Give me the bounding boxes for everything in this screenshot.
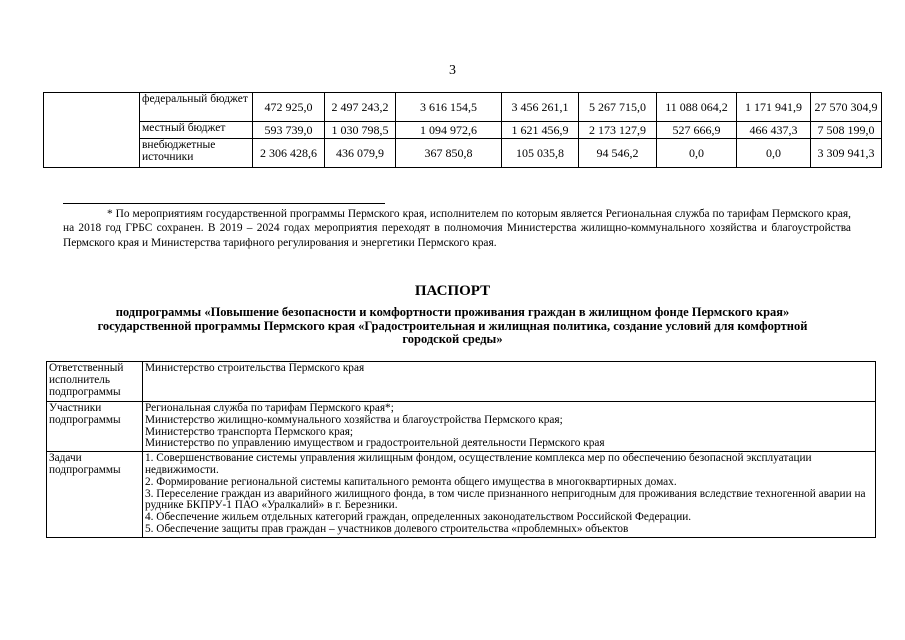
table-row [47, 402, 876, 452]
footnote-separator [63, 203, 385, 204]
content-line: Министерство по управлению имуществом и градостроительной деятельности Пермского края [145, 437, 605, 450]
table-cell: 527 666,9 [657, 122, 737, 139]
table-cell: 3 456 261,1 [502, 93, 579, 122]
row-label: Задачи подпрограммы [47, 452, 143, 538]
row-content [143, 452, 876, 538]
row-label: федеральный бюджет [140, 93, 253, 122]
content-line: 1. Совершенствование системы управления жилищным фондом, осуществление комплекса мер по обеспечению безопасной эксплуатации недвижимости. [145, 452, 812, 476]
empty-cell [44, 93, 140, 168]
table-cell: 466 437,3 [737, 122, 811, 139]
table-cell: 105 035,8 [502, 139, 579, 168]
content-line: 5. Обеспечение защиты прав граждан – участников долевого строительства «проблемных» объектов [145, 522, 629, 535]
passport-subtitle: подпрограммы «Повышение безопасности и комфортности проживания граждан в жилищном фонде Пермского края» государственной программы Пермского края «Градостроительная и жилищная политика, создание условий для комфортной городской среды» [97, 305, 808, 346]
table-cell: 2 173 127,9 [579, 122, 657, 139]
table-cell: 1 171 941,9 [737, 93, 811, 122]
footnote: * По мероприятиям государственной программы Пермского края, исполнителем по которым является Региональная служба по тарифам Пермского края, на 2018 год ГРБС сохранен. В 2019 – 2024 годах мероприятия переходят в полномочия Министерства жилищно-коммунального хозяйства и благоустройства Пермского края и Министерства тарифного регулирования и энергетики Пермского края. [63, 208, 851, 249]
table-cell: 593 739,0 [253, 122, 325, 139]
table-cell: 367 850,8 [396, 139, 502, 168]
table-row [47, 452, 876, 538]
table-cell: 27 570 304,9 [811, 93, 882, 122]
table-cell: 2 497 243,2 [325, 93, 396, 122]
table-cell: 472 925,0 [253, 93, 325, 122]
table-cell: 3 309 941,3 [811, 139, 882, 168]
table-cell: 94 546,2 [579, 139, 657, 168]
table-cell: 0,0 [737, 139, 811, 168]
table-cell: 0,0 [657, 139, 737, 168]
content-line: Министерство жилищно-коммунального хозяйства и благоустройства Пермского края; [145, 413, 563, 426]
passport-title: ПАСПОРТ [414, 283, 491, 299]
table-row [47, 362, 876, 402]
row-label: местный бюджет [140, 122, 253, 139]
passport-table [46, 361, 876, 538]
table-cell: 1 621 456,9 [502, 122, 579, 139]
table-cell: 1 030 798,5 [325, 122, 396, 139]
table-cell: 11 088 064,2 [657, 93, 737, 122]
content-line: Региональная служба по тарифам Пермского края*; [145, 402, 394, 414]
finance-table [43, 92, 882, 168]
row-label: Ответственный исполнитель подпрограммы [47, 362, 143, 402]
content-line: 4. Обеспечение жильем отдельных категорий граждан, определенных законодательством Российской Федерации. [145, 511, 692, 524]
content-line: 2. Формирование региональной системы капитального ремонта общего имущества в многоквартирных домах. [145, 475, 677, 488]
table-cell: 7 508 199,0 [811, 122, 882, 139]
table-cell: 436 079,9 [325, 139, 396, 168]
content-line: Министерство транспорта Пермского края; [145, 425, 354, 438]
content-line: 3. Переселение граждан из аварийного жилищного фонда, в том числе признанного непригодным для проживания вследствие техногенной аварии на руднике БКПРУ-1 ПАО «Уралкалий» в г. Березники. [145, 487, 866, 512]
table-cell: 5 267 715,0 [579, 93, 657, 122]
content-line: Министерство строительства Пермского края [145, 362, 365, 374]
row-label: Участники подпрограммы [47, 402, 143, 452]
table-cell: 1 094 972,6 [396, 122, 502, 139]
table-cell: 3 616 154,5 [396, 93, 502, 122]
table-row [44, 93, 882, 122]
row-label: внебюджетные источники [140, 139, 253, 168]
table-row [44, 122, 882, 139]
table-cell: 2 306 428,6 [253, 139, 325, 168]
table-row [44, 139, 882, 168]
row-content [143, 362, 876, 402]
row-content [143, 402, 876, 452]
page-number: 3 [449, 63, 456, 78]
